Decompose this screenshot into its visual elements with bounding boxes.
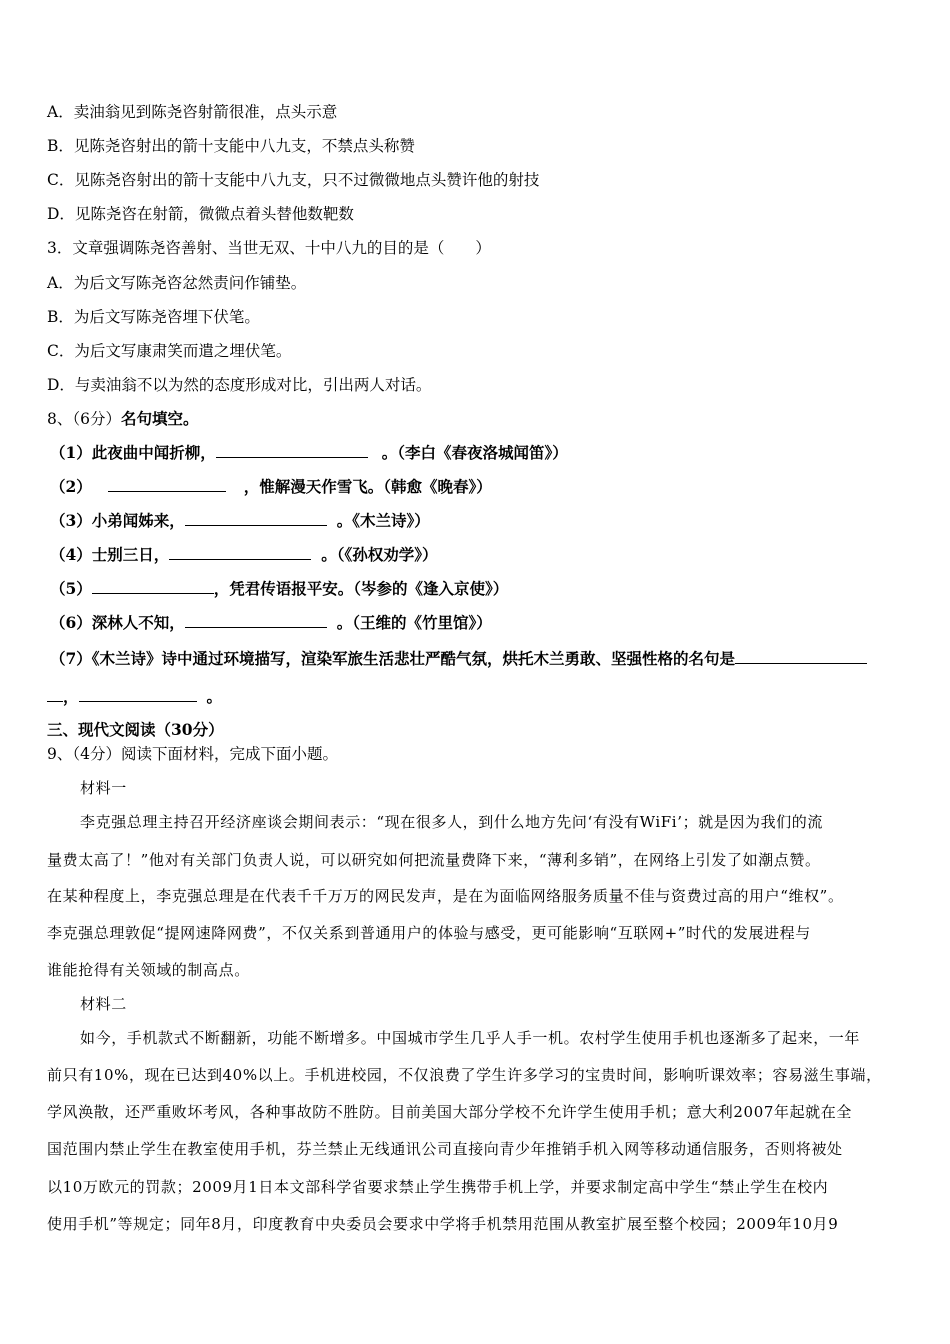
answer-blank[interactable] xyxy=(79,687,197,702)
item-7-text: （7）《木兰诗》诗中通过环境描写，渲染军旅生活悲壮严酷气氛，烘托木兰勇敢、坚强性格的名句是 xyxy=(50,649,736,668)
material-2-line: 学风涣散，还严重败坏考风，各种事故防不胜防。目前美国大部分学校不允许学生使用手机；意大利2007年起就在全 xyxy=(47,1103,852,1121)
answer-blank[interactable] xyxy=(185,511,327,526)
item-2-text: （2） xyxy=(50,477,92,496)
item-6-text: （6）深林人不知， xyxy=(50,613,185,632)
q3-option-d: D．与卖油翁不以为然的态度形成对比，引出两人对话。 xyxy=(47,376,432,394)
item-5-source: ，凭君传语报平安。（岑参的《逢入京使》） xyxy=(213,579,509,598)
q8-item-2 xyxy=(50,477,492,497)
item-2-source: ，惟解漫天作雪飞。（韩愈《晚春》） xyxy=(243,477,492,496)
q8-heading xyxy=(47,409,199,429)
q8-item-1 xyxy=(50,443,568,463)
q3-stem: 3．文章强调陈尧咨善射、当世无双、十中八九的目的是（ ） xyxy=(47,239,491,257)
q8-item-3 xyxy=(50,511,430,531)
q8-title: 名句填空。 xyxy=(120,409,199,428)
answer-blank[interactable] xyxy=(92,579,214,594)
material-1-label: 材料一 xyxy=(80,779,127,797)
material-2-line: 前只有10%，现在已达到40%以上。手机进校园，不仅浪费了学生许多学习的宝贵时间，影响听课效率；容易滋生事端， xyxy=(47,1066,882,1084)
item-1-source: 。（李白《春夜洛城闻笛》） xyxy=(381,443,568,462)
answer-blank[interactable] xyxy=(108,477,226,492)
q2-option-b: B．见陈尧咨射出的箭十支能中八九支，不禁点头称赞 xyxy=(47,137,415,155)
item-4-source: 。（《孙权劝学》） xyxy=(321,545,438,564)
material-1-line: 量费太高了！”他对有关部门负责人说，可以研究如何把流量费降下来，“薄利多销”，在网络上引发了如潮点赞。 xyxy=(47,851,821,869)
answer-blank[interactable] xyxy=(185,613,327,628)
material-1-line: 李克强总理敦促“提网速降网费”，不仅关系到普通用户的体验与感受，更可能影响“互联网+”时代的发展进程与 xyxy=(47,924,811,942)
q3-option-a: A．为后文写陈尧咨忿然责问作铺垫。 xyxy=(47,274,307,292)
material-2-label: 材料二 xyxy=(80,995,127,1013)
q8-item-6 xyxy=(50,613,492,633)
item-3-text: （3）小弟闻姊来， xyxy=(50,511,185,530)
q2-option-a: A．卖油翁见到陈尧咨射箭很准，点头示意 xyxy=(47,103,338,121)
material-1-line: 谁能抢得有关领域的制高点。 xyxy=(47,961,250,979)
q8-item-5 xyxy=(50,579,508,599)
item-6-source: 。（王维的《竹里馆》） xyxy=(336,613,492,632)
material-2-line: 国范围内禁止学生在教室使用手机，芬兰禁止无线通讯公司直接向青少年推销手机入网等移动通信服务，否则将被处 xyxy=(47,1140,843,1158)
item-5-text: （5） xyxy=(50,579,92,598)
material-1-line: 在某种程度上，李克强总理是在代表千千万万的网民发声，是在为面临网络服务质量不佳与资费过高的用户“维权”。 xyxy=(47,887,844,905)
q8-item-4 xyxy=(50,545,438,565)
material-2-line: 以10万欧元的罚款；2009月1日本文部科学省要求禁止学生携带手机上学，并要求制定高中学生“禁止学生在校内 xyxy=(47,1178,829,1196)
material-1-line: 李克强总理主持召开经济座谈会期间表示：“现在很多人，到什么地方先问‘有没有WiFi’；就是因为我们的流 xyxy=(80,813,823,831)
q8-prefix: 8、（6分） xyxy=(47,410,121,428)
item-4-text: （4）士别三日， xyxy=(50,545,170,564)
answer-blank[interactable] xyxy=(47,687,63,702)
q2-option-d: D．见陈尧咨在射箭，微微点着头替他数靶数 xyxy=(47,205,354,223)
answer-blank[interactable] xyxy=(169,545,311,560)
q2-option-c: C．见陈尧咨射出的箭十支能中八九支，只不过微微地点头赞许他的射技 xyxy=(47,171,540,189)
material-2-line: 如今，手机款式不断翻新，功能不断增多。中国城市学生几乎人手一机。农村学生使用手机也逐渐多了起来，一年 xyxy=(80,1029,861,1047)
section-heading: 三、现代文阅读（30分） xyxy=(47,720,224,739)
q8-item-7-cont xyxy=(47,687,222,707)
q9-stem: 9、（4分）阅读下面材料，完成下面小题。 xyxy=(47,745,338,763)
item-3-source: 。《木兰诗》） xyxy=(336,511,430,530)
answer-blank[interactable] xyxy=(735,649,867,664)
item-1-text: （1）此夜曲中闻折柳， xyxy=(50,443,216,462)
q3-option-b: B．为后文写陈尧咨埋下伏笔。 xyxy=(47,308,260,326)
material-2-line: 使用手机”等规定；同年8月，印度教育中央委员会要求中学将手机禁用范围从教室扩展至整个校园；2009年10月9 xyxy=(47,1215,839,1233)
item-7-comma: ， xyxy=(63,687,79,706)
answer-blank[interactable] xyxy=(216,443,368,458)
q3-option-c: C．为后文写康肃笑而遣之埋伏笔。 xyxy=(47,342,292,360)
q8-item-7 xyxy=(50,649,867,669)
item-7-end: 。 xyxy=(206,687,223,706)
